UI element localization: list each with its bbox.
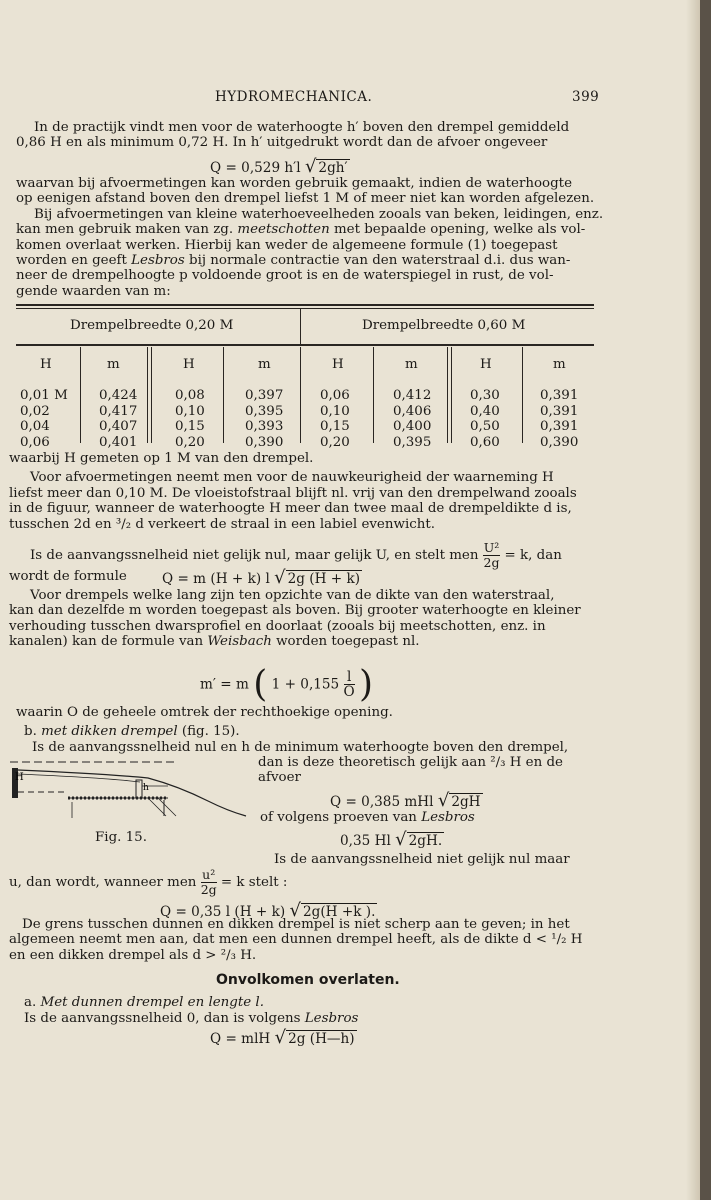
formula-3: m′ = m ( 1 + 0,155 $\frac{l}{O}$ )	[200, 664, 374, 705]
table-cell: 0,395	[245, 403, 284, 419]
intro-paragraph: In de practijk vindt men voor de waterhoogte h′ boven den drempel gemiddeld 0,86 H en als minimum 0,72 H. In h′ uitgedrukt wordt dan de afvoer ongeveer	[16, 120, 570, 151]
formula-7: Q = mlH √ 2g (H—h)	[210, 1027, 355, 1048]
table-cell: 0,397	[245, 388, 284, 403]
col-header: H	[183, 357, 195, 372]
formula-2: Q = m (H + k) l √ 2g (H + k)	[162, 567, 361, 588]
table-cell: 0,424	[99, 388, 138, 403]
table-cell: 0,30	[470, 388, 500, 403]
figure-15	[8, 756, 248, 826]
figure-side-text: dan is deze theoretisch gelijk aan ²/₃ H en de afvoer	[258, 755, 563, 786]
table-cell: 0,01 M	[20, 388, 68, 403]
table-cell: 0,06	[320, 388, 350, 403]
table-cell: 0,60	[470, 434, 500, 450]
table-cell: 0,417	[99, 403, 138, 419]
formula-6: Q = 0,35 l (H + k) √ 2g(H +k ).	[160, 900, 376, 921]
table-cell: 0,407	[99, 419, 138, 434]
table-cell: 0,15	[320, 419, 350, 434]
table-cell: 0,391	[540, 388, 579, 403]
col-header: H	[332, 357, 344, 372]
text-block-9: De grens tusschen dunnen en dikken drempel is niet scherp aan te geven; in het algemeen neemt men aan, dat men een dunnen drempel heeft, als de dikte d < ¹/₂ H en een dikken drempel als d > ²/₃ H.	[9, 917, 583, 963]
table-cell: 0,20	[320, 434, 350, 450]
table-cell: 0,391	[540, 403, 579, 419]
col-header: m	[258, 357, 271, 372]
subsection-b: b. met dikken drempel (fig. 15).	[24, 724, 240, 739]
table-cell: 0,390	[245, 434, 284, 450]
col-header: m	[405, 357, 418, 372]
table-cell: 0,20	[175, 434, 205, 450]
table-cell: 0,15	[175, 419, 205, 434]
table-cell: 0,401	[99, 434, 138, 450]
table-cell: 0,10	[320, 403, 350, 419]
caption-line: waarin O de geheele omtrek der rechthoekige opening.	[16, 705, 393, 720]
fig-label-H: H	[15, 772, 24, 783]
table-cell: 0,406	[393, 403, 432, 419]
col-header: m	[107, 357, 120, 372]
table-cell: 0,390	[540, 434, 579, 450]
fig-label-h: h	[143, 783, 149, 793]
subsection-a: a. Met dunnen drempel en lengte l.	[24, 995, 264, 1010]
table-rule-top-2	[16, 308, 594, 309]
table-header-left: Drempelbreedte 0,20 M	[70, 318, 234, 333]
text-block-2: waarvan bij afvoermetingen kan worden gebruik gemaakt, indien de waterhoogte op eenigen afstand boven den drempel liefst 1 M of meer niet kan worden afgelezen. Bij afvoermetingen van kleine waterhoeveelheden zooals van beken, leidingen, enz. kan men gebruik maken van zg. meetschotten met bepaalde opening, welke als vol- komen overlaat werken. Hierbij kan weder de algemeene formule (1) toegepast worden en geeft Lesbros bij normale contractie van den waterstraal d.i. dus wan- neer de drempelhoogte p voldoende groot is en de waterspiegel in rust, de vol- gende waarden van m:	[16, 176, 604, 299]
table-cell: 0,40	[470, 403, 500, 419]
table-cell: 0,412	[393, 388, 432, 403]
table-cell: 0,10	[175, 403, 205, 419]
page-number: 399	[572, 89, 600, 105]
table-cell: 0,393	[245, 419, 284, 434]
table-header-right: Drempelbreedte 0,60 M	[362, 318, 526, 333]
table-divider	[300, 309, 301, 345]
table-cell: 0,391	[540, 419, 579, 434]
col-header: H	[480, 357, 492, 372]
running-title: HYDROMECHANICA.	[215, 89, 373, 105]
table-cell: 0,395	[393, 434, 432, 450]
table-cell: 0,50	[470, 419, 500, 434]
formula-4: Q = 0,385 mHl √ 2gH	[330, 790, 481, 811]
col-header: m	[553, 357, 566, 372]
table-cell: 0,06	[20, 434, 50, 450]
table-cell: 0,04	[20, 419, 50, 434]
text-block-3: waarbij H gemeten op 1 M van den drempel. Voor afvoermetingen neemt men voor de nauwkeurigheid der waarneming H liefst meer dan 0,10 M. De vloeistofstraal blijft nl. vrij van den drempelwand zooals in de figuur, wanneer de waterhoogte H meer dan twee maal de drempeldikte d is, tusschen 2d en ³/₂ d verkeert de straal in een labiel evenwicht.	[9, 451, 577, 532]
text-line-e: Is de aanvangssnelheid 0, dan is volgens Lesbros	[24, 1011, 359, 1026]
section-heading: Onvolkomen overlaten.	[216, 972, 400, 988]
table-cell: 0,02	[20, 403, 50, 419]
text-line-b: Is de aanvangssnelheid nul en h de minimum waterhoogte boven den drempel,	[32, 740, 569, 755]
formula-1: Q = 0,529 h′l √ 2gh′	[210, 156, 348, 177]
text-line-c: Is de aanvangssnelheid niet gelijk nul maar	[274, 852, 570, 867]
text-line-d: u, dan wordt, wanneer men $\frac{\text{u²}}{2g}$ = k stelt :	[9, 867, 288, 897]
figure-caption: Fig. 15.	[95, 830, 147, 845]
col-header: H	[40, 357, 52, 372]
table-cell: 0,08	[175, 388, 205, 403]
formula-2-label: wordt de formule	[9, 569, 127, 584]
text-block-5: Voor drempels welke lang zijn ten opzichte van de dikte van den waterstraal, kan dan dezelfde m worden toegepast als boven. Bij grooter waterhoogte en kleiner verhouding tusschen dwarsprofiel en doorlaat (zooals bij meetschotten, enz. in kanalen) kan de formule van Weisbach worden toegepast nl.	[9, 588, 581, 650]
table-rule-top	[16, 304, 594, 306]
formula-5: 0,35 Hl √ 2gH.	[340, 829, 443, 850]
table-cell: 0,400	[393, 419, 432, 434]
lesbros-line: of volgens proeven van Lesbros	[260, 810, 475, 825]
velocity-line: Is de aanvangssnelheid niet gelijk nul, maar gelijk U, en stelt men $\frac{\text{U²}}{2g}$ = k, dan	[30, 540, 562, 570]
table-rule-mid	[16, 344, 594, 346]
